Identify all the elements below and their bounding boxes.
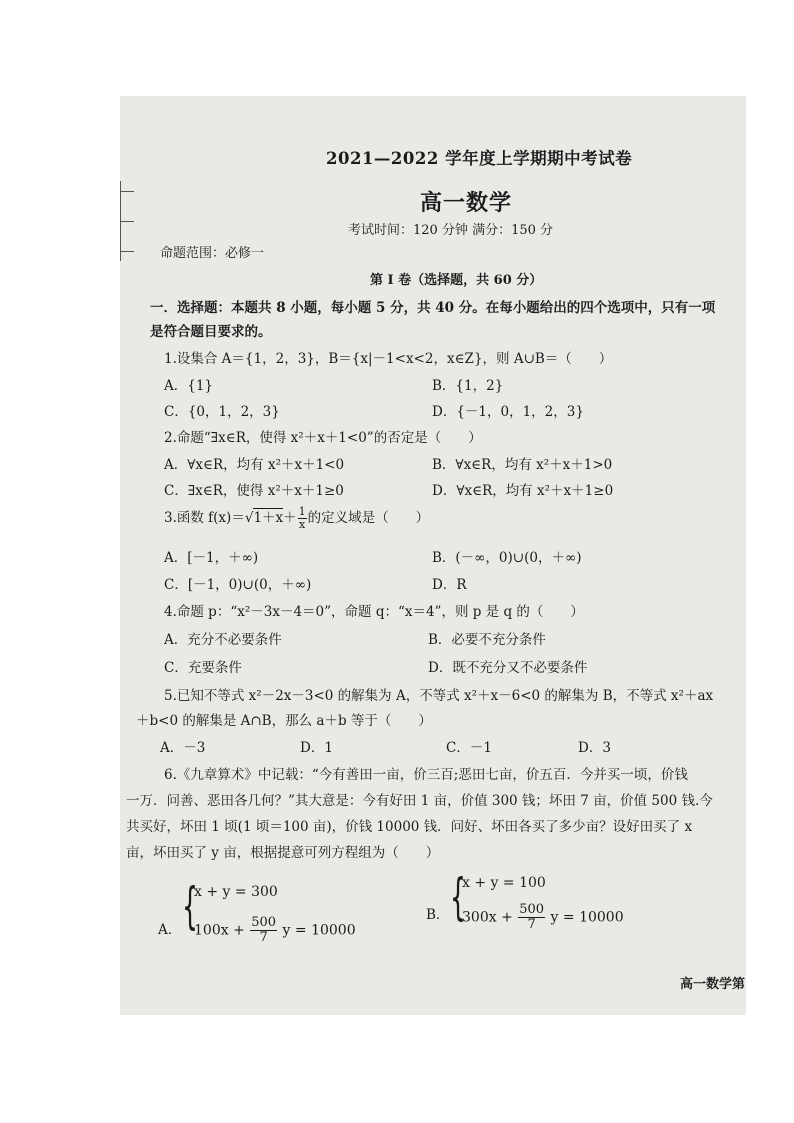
fraction-numerator: 500 [519,902,545,917]
question-2-option-c: C．∃x∈R，使得 x²＋x＋1≥0 [164,483,344,499]
question-5-line-2: ＋b<0 的解集是 A∩B，那么 a＋b 等于（ ） [136,713,432,729]
exam-info: 考试时间：120 分钟 满分：150 分 [348,223,554,238]
fraction [250,916,277,945]
question-2-stem: 2.命题“∃x∈R，使得 x²＋x＋1<0”的否定是（ ） [164,430,482,446]
question-4-option-b: B．必要不充分条件 [428,632,546,648]
question-2-option-d: D．∀x∈R，均有 x²＋x＋1≥0 [432,483,614,499]
equation-2-prefix: 100x + [194,922,245,939]
question-6-line-3: 共买好，坏田 1 顷(1 顷＝100 亩)，价钱 10000 钱．问好、坏田各买了多少亩？设好田买了 x [126,819,693,835]
question-5-line-1: 5.已知不等式 x²－2x－3<0 的解集为 A，不等式 x²＋x－6<0 的解集为 B，不等式 x²＋ax [164,688,714,704]
question-6-line-1: 6.《九章算术》中记载：“今有善田一亩，价三百;恶田七亩，价五百．今并买一顷，价钱 [164,767,688,783]
equation-2-prefix: 300x + [462,909,513,926]
brace-icon: { [182,877,198,935]
question-1-option-c: C．{0，1，2，3} [164,404,280,420]
fraction [298,506,307,531]
question-4-stem: 4.命题 p：“x²－3x－4＝0”，命题 q：“x＝4”，则 p 是 q 的（ ） [164,604,584,620]
question-6-option-a-label: A． [158,922,182,938]
fraction-denominator: 7 [259,930,268,945]
question-6-option-b-label: B． [426,907,450,923]
question-5-option-c: C．－1 [446,740,492,756]
question-1-option-d: D．{－1，0，1，2，3} [432,404,584,420]
sqrt-body: 1＋x [253,510,284,526]
question-6-option-b-system [450,868,690,951]
binding-line [120,191,134,192]
question-3-option-b: B．(－∞，0)∪(0，＋∞) [432,550,582,566]
brace-icon: { [450,868,466,926]
question-3-stem-prefix: 3.函数 f(x)＝ [164,510,245,526]
fraction [518,903,545,932]
binding-line [120,221,134,222]
question-6-option-a-system [182,877,402,960]
section-instructions-cont: 是符合题目要求的。 [150,324,272,340]
question-4-option-c: C．充要条件 [164,660,242,676]
question-5-option-a: A．－3 [160,740,206,756]
fraction-numerator: 500 [251,915,277,930]
plus-sign: ＋ [283,510,297,526]
equation-2 [194,916,356,945]
question-6-line-4: 亩，坏田买了 y 亩，根据提意可列方程组为（ ） [126,845,440,861]
question-3-stem-suffix: 的定义域是（ ） [307,510,430,526]
equation-2-suffix: y = 10000 [550,909,624,926]
question-1-option-b: B．{1，2} [432,378,504,394]
equation-1: x + y = 300 [194,884,278,900]
question-4-option-a: A．充分不必要条件 [164,632,282,648]
question-6-line-2: 一万．问善、恶田各几何？”其大意是：今有好田 1 亩，价值 300 钱；坏田 7 亩，价值 500 钱.今 [126,793,713,809]
page-footer: 高一数学第 [680,977,746,992]
equation-2-suffix: y = 10000 [282,922,356,939]
fraction-denominator: 7 [527,917,536,932]
exam-scope: 命题范围：必修一 [160,246,265,261]
question-5-option-d: D．3 [578,740,611,756]
question-1-stem: 1.设集合 A＝{1，2，3}，B＝{x|－1<x<2，x∈Z}，则 A∪B＝（ ） [164,351,613,367]
section-instructions: 一．选择题：本题共 8 小题，每小题 5 分，共 40 分。在每小题给出的四个选项中，只有一项 [150,300,716,316]
question-4-option-d: D．既不充分又不必要条件 [428,660,588,676]
question-1-option-a: A．{1} [164,378,214,394]
fraction-numerator: 1 [298,505,306,518]
question-3-option-a: A．[－1，＋∞) [164,550,259,566]
question-2-option-a: A．∀x∈R，均有 x²＋x＋1<0 [164,457,345,473]
fraction-denominator: x [299,518,306,531]
question-5-option-b: D．1 [300,740,333,756]
binding-line [120,251,134,252]
question-3-option-c: C．[－1，0)∪(0，＋∞) [164,577,312,593]
part-heading: 第 I 卷（选择题，共 60 分） [370,273,543,288]
exam-title: 2021—2022 学年度上学期期中考试卷 [326,149,633,168]
sqrt-sign: √ [244,510,254,526]
equation-2 [462,903,624,932]
question-2-option-b: B．∀x∈R，均有 x²＋x＋1>0 [432,457,613,473]
subject-title: 高一数学 [420,190,513,216]
binding-margin [120,181,121,261]
question-3-option-d: D．R [432,577,467,593]
exam-paper [120,96,746,1015]
question-3-stem [164,506,429,531]
equation-1: x + y = 100 [462,875,546,891]
